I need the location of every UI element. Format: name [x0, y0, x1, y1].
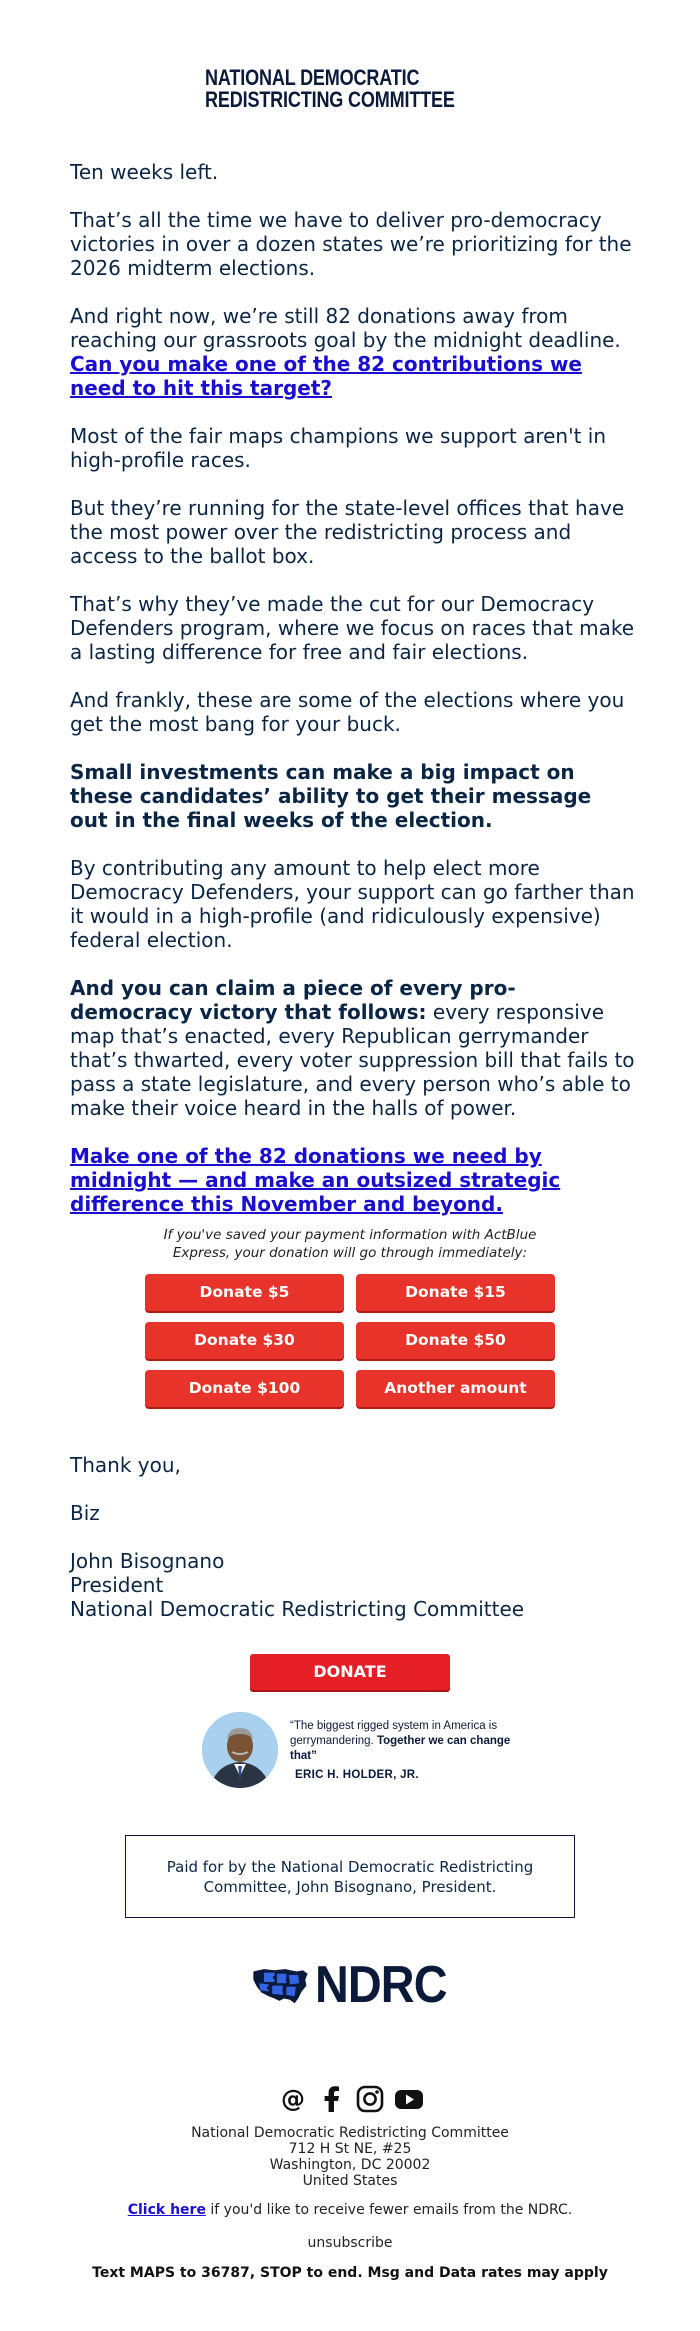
email-body — [70, 160, 635, 1216]
avatar — [202, 1712, 278, 1788]
paragraph-5: But they’re running for the state-level offices that have the most power over the redistricting process and access to the ballot box. — [70, 496, 625, 568]
thanks-text: Thank you, — [70, 1453, 181, 1477]
svg-text:@: @ — [281, 2085, 305, 2113]
signer-name: John Bisognano — [70, 1549, 225, 1573]
donation-block — [0, 1226, 700, 1397]
contribution-link[interactable]: Can you make one of the 82 contributions we need to hit this target? — [70, 352, 582, 400]
quote-line-1: “The biggest rigged system in America is gerrymandering. — [290, 1720, 498, 1747]
address-line-3: Washington, DC 20002 — [269, 2157, 431, 2173]
address-line-1: National Democratic Redistricting Committee — [191, 2125, 509, 2141]
signer-title: President — [70, 1573, 164, 1597]
ndrc-wordmark: NDRC — [314, 1956, 447, 2014]
fewer-emails-text: if you'd like to receive fewer emails from the NDRC. — [205, 2202, 573, 2218]
sms-disclaimer: Text MAPS to 36787, STOP to end. Msg and Data rates may apply — [92, 2265, 608, 2281]
paid-for-text: Paid for by the National Democratic Redistricting Committee, John Bisognano, President. — [166, 1857, 534, 1896]
logo-wordmark — [205, 67, 455, 111]
youtube-icon[interactable] — [394, 2084, 424, 2114]
donate-50-button[interactable]: Donate $50 — [356, 1322, 555, 1359]
holder-quote — [202, 1712, 522, 1792]
signoff — [70, 1453, 630, 1621]
facebook-icon[interactable] — [317, 2084, 347, 2114]
social-links — [278, 2083, 424, 2115]
paragraph-10-text: every responsive map that’s enacted, every Republican gerrymander that’s thwarted, every voter suppression bill that fails to pass a state legislature, and every person who’s able to make their voice heard in the halls of power. — [70, 1000, 635, 1120]
donate-button[interactable]: DONATE — [250, 1654, 450, 1690]
paragraph-7: And frankly, these are some of the elections where you get the most bang for your buck. — [70, 688, 625, 736]
logo-line-2: REDISTRICTING COMMITTEE — [205, 87, 455, 112]
fewer-emails-note — [0, 2202, 700, 2218]
logo-line-1: NATIONAL DEMOCRATIC — [205, 65, 420, 90]
signature-block — [70, 1549, 630, 1621]
donate-100-button[interactable]: Donate $100 — [145, 1370, 344, 1407]
paid-for-disclaimer — [125, 1835, 575, 1918]
quote-text — [290, 1719, 530, 1764]
paragraph-10 — [70, 976, 635, 1120]
unsubscribe-link[interactable]: unsubscribe — [307, 2235, 393, 2251]
instagram-icon[interactable] — [355, 2084, 385, 2114]
ndrc-footer-logo[interactable] — [251, 1954, 461, 2016]
paragraph-3-text: And right now, we’re still 82 donations away from reaching our grassroots goal by the midnight deadline. — [70, 304, 621, 352]
paragraph-2: That’s all the time we have to deliver pro-democracy victories in over a dozen states we’re prioritizing for the 2026 midterm elections. — [70, 208, 632, 280]
quote-line-2: Together we can change that” — [290, 1735, 511, 1762]
address-line-2: 712 H St NE, #25 — [288, 2141, 412, 2157]
paragraph-8 — [70, 760, 635, 832]
donate-5-button[interactable]: Donate $5 — [145, 1274, 344, 1311]
fewer-emails-link[interactable]: Click here — [127, 2202, 206, 2218]
paragraph-6: That’s why they’ve made the cut for our Democracy Defenders program, where we focus on races that make a lasting difference for free and fair elections. — [70, 592, 635, 664]
donate-30-button[interactable]: Donate $30 — [145, 1322, 344, 1359]
paragraph-4: Most of the fair maps champions we support aren't in high-profile races. — [70, 424, 607, 472]
midnight-donation-link[interactable]: Make one of the 82 donations we need by midnight — and make an outsized strategic difference this November and beyond. — [70, 1144, 561, 1216]
donate-15-button[interactable]: Donate $15 — [356, 1274, 555, 1311]
paragraph-11 — [70, 1144, 635, 1216]
signoff-name-short: Biz — [70, 1501, 100, 1525]
paragraph-1: Ten weeks left. — [70, 160, 219, 184]
threads-icon[interactable] — [278, 2084, 308, 2114]
signer-org: National Democratic Redistricting Committee — [70, 1597, 525, 1621]
address-line-4: United States — [302, 2173, 398, 2189]
footer-address — [0, 2125, 700, 2189]
ndrc-header-logo[interactable] — [197, 56, 507, 122]
paragraph-3 — [70, 304, 635, 400]
paragraph-8-bold: Small investments can make a big impact on these candidates’ ability to get their message out in the final weeks of the election. — [70, 760, 592, 832]
us-map-puzzle-icon — [251, 1954, 309, 2016]
paragraph-9: By contributing any amount to help elect more Democracy Defenders, your support can go farther than it would in a high-profile (and ridiculously expensive) federal election. — [70, 856, 635, 952]
actblue-note: If you've saved your payment information with ActBlue Express, your donation will go through immediately: — [163, 1227, 537, 1261]
another-amount-button[interactable]: Another amount — [356, 1370, 555, 1407]
quote-author: ERIC H. HOLDER, JR. — [295, 1769, 419, 1781]
paragraph-10-bold: And you can claim a piece of every pro-democracy victory that follows: — [70, 976, 516, 1024]
